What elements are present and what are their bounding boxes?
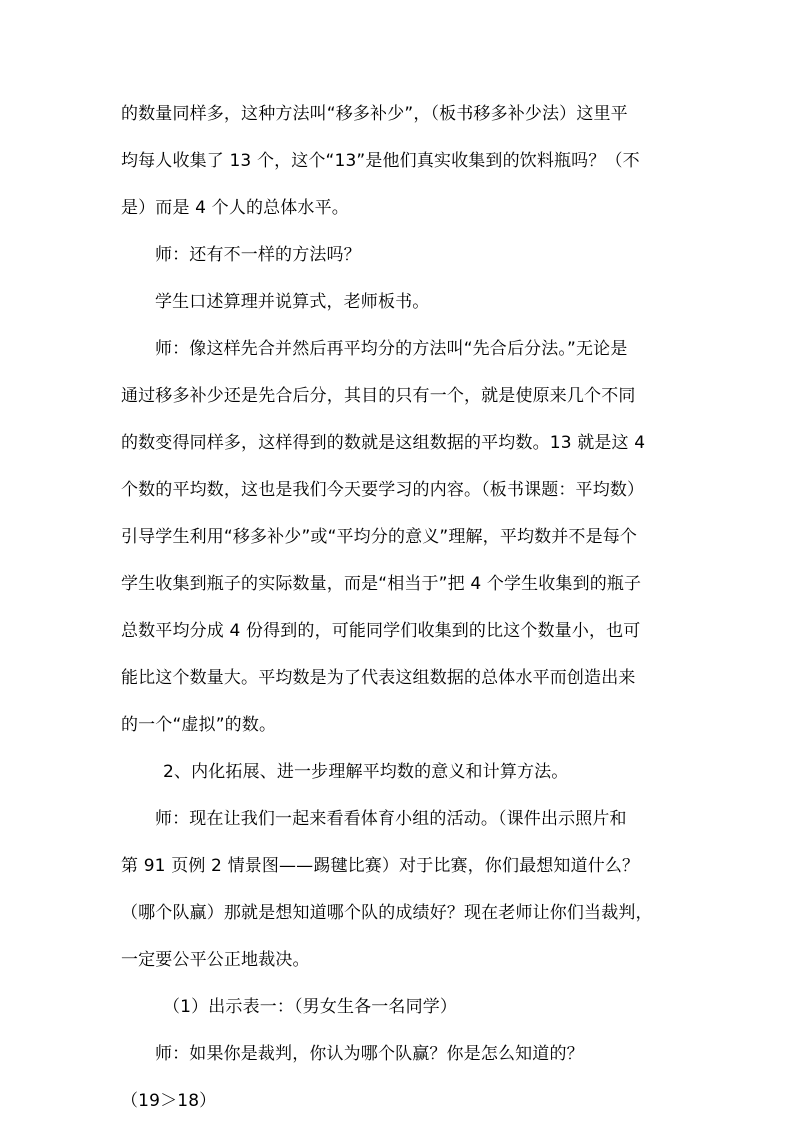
paragraph-line: 引导学生利用“移多补少”或“平均分的意义”理解，平均数并不是每个 [121,527,638,547]
paragraph-line: （哪个队赢）那就是想知道哪个队的成绩好？现在老师让你们当裁判， [121,903,653,923]
paragraph-line: 师：现在让我们一起来看看体育小组的活动。（课件出示照片和 [155,809,627,829]
paragraph-line: 一定要公平公正地裁决。 [121,950,310,970]
paragraph-line: 通过移多补少还是先合后分，其目的只有一个，就是使原来几个不同 [121,386,636,406]
student-action-line: 学生口述算理并说算式，老师板书。 [155,292,430,312]
paragraph-line: 是）而是 4 个人的总体水平。 [121,198,349,218]
paragraph-line: 均每人收集了 13 个，这个“13”是他们真实收集到的饮料瓶吗？（不 [121,151,640,171]
paragraph-line: 的一个“虚拟”的数。 [121,715,277,735]
paragraph-line: 的数量同样多，这种方法叫“移多补少”，（板书移多补少法）这里平 [121,104,628,124]
paragraph-line: 学生收集到瓶子的实际数量，而是“相当于”把 4 个学生收集到的瓶子 [121,574,642,594]
answer-line: （19＞18） [121,1091,217,1111]
paragraph-line: 总数平均分成 4 份得到的，可能同学们收集到的比这个数量小，也可 [121,621,641,641]
paragraph-line: 的数变得同样多，这样得到的数就是这组数据的平均数。13 就是这 4 [121,433,646,453]
teacher-question-line: 师：还有不一样的方法吗？ [155,245,361,265]
document-body [121,96,677,1119]
paragraph-line: 师：像这样先合并然后再平均分的方法叫“先合后分法。”无论是 [155,339,628,359]
table-intro-line: （1）出示表一：（男女生各一名同学） [163,997,458,1017]
teacher-question-line: 师：如果你是裁判，你认为哪个队赢？你是怎么知道的？ [155,1044,584,1064]
paragraph-line: 个数的平均数，这也是我们今天要学习的内容。（板书课题：平均数） [121,480,645,500]
paragraph-line: 第 91 页例 2 情景图——踢毽比赛）对于比赛，你们最想知道什么？ [121,856,640,876]
section-heading: 2、内化拓展、进一步理解平均数的意义和计算方法。 [163,762,569,782]
paragraph-line: 能比这个数量大。平均数是为了代表这组数据的总体水平而创造出来 [121,668,636,688]
